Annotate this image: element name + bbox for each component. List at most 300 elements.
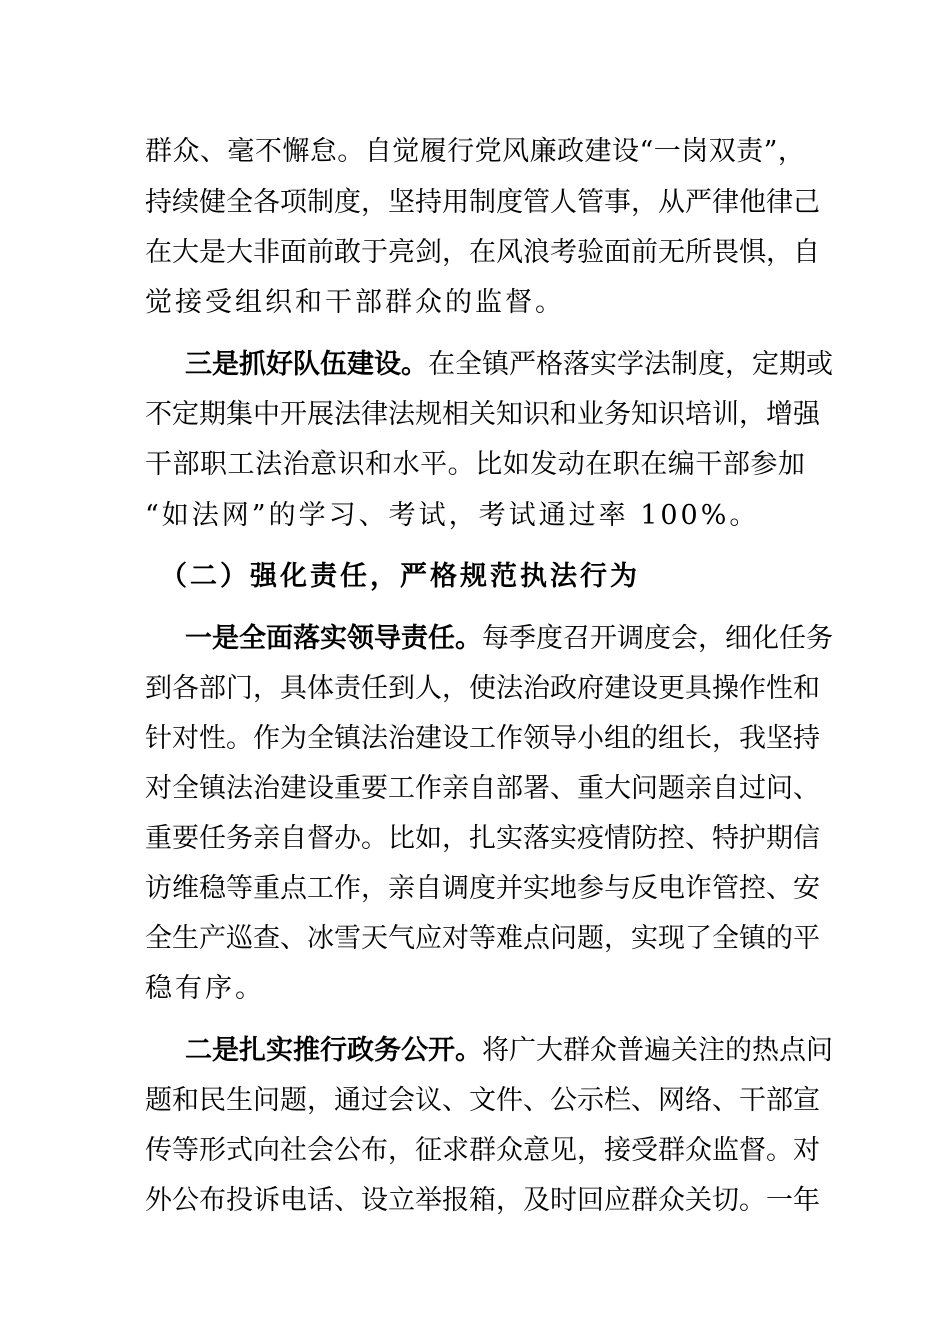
- text-char: 督: [307, 823, 334, 854]
- text-char: 实: [631, 923, 658, 954]
- text-char: 及: [523, 1185, 550, 1216]
- text-char: 健: [199, 187, 226, 218]
- text-char: 等: [226, 873, 253, 904]
- text-char: 求: [442, 1135, 469, 1166]
- text-line: [145, 972, 805, 1006]
- text-char: 非: [253, 237, 280, 268]
- text-char: ，: [361, 187, 388, 218]
- text-char: 扎: [469, 823, 496, 854]
- text-char: 题: [280, 1085, 307, 1116]
- text-char: 网: [658, 1085, 685, 1116]
- text-char: 在: [428, 349, 455, 380]
- text-char: 通: [334, 1085, 361, 1116]
- text-char: 雪: [334, 923, 361, 954]
- text-char: 电: [658, 873, 685, 904]
- text-char: 性: [199, 723, 226, 754]
- text-char: 重: [577, 773, 604, 804]
- text-char: 举: [415, 1185, 442, 1216]
- text-char: 他: [739, 187, 766, 218]
- text-char: 信: [793, 823, 820, 854]
- text-char: 识: [658, 399, 685, 430]
- text-char: 剑: [415, 237, 442, 268]
- text-char: 控: [739, 873, 766, 904]
- text-char: 设: [361, 1185, 388, 1216]
- text-char: 持: [793, 723, 820, 754]
- text-char: 更: [658, 673, 685, 704]
- text-char: 实: [590, 349, 617, 380]
- text-char: 会: [671, 623, 698, 654]
- text-char: 召: [563, 623, 590, 654]
- text-char: 作: [334, 873, 361, 904]
- text-char: 任: [361, 673, 388, 704]
- text-char: 、: [712, 1085, 739, 1116]
- text-char: 接: [604, 1135, 631, 1166]
- text-char: 比: [388, 823, 415, 854]
- text-char: 开: [280, 399, 307, 430]
- text-line: [145, 672, 820, 706]
- text-char: 在: [469, 237, 496, 268]
- text-char: ，: [442, 237, 469, 268]
- text-char: 要: [361, 773, 388, 804]
- text-char: 期: [766, 823, 793, 854]
- text-char: 设: [374, 349, 401, 380]
- line-text: “如法网”的学习、考试，考试通过率 100%。: [145, 500, 760, 531]
- text-char: 全: [145, 923, 172, 954]
- text-char: 比: [475, 449, 503, 480]
- text-char: 点: [523, 923, 550, 954]
- text-char: 应: [604, 1185, 631, 1216]
- text-char: 行: [320, 1035, 347, 1066]
- text-char: 期: [779, 349, 806, 380]
- text-line: [145, 135, 805, 169]
- text-line: [185, 1034, 833, 1068]
- section-heading: （二）强化责任，严格规范执法行为: [160, 561, 640, 592]
- text-char: 大: [172, 237, 199, 268]
- text-char: 中: [253, 399, 280, 430]
- text-char: 安: [793, 873, 820, 904]
- text-char: 大: [536, 1035, 563, 1066]
- text-char: 注: [698, 1035, 725, 1066]
- text-char: 细: [725, 623, 752, 654]
- text-char: 关: [671, 1035, 698, 1066]
- text-char: 工: [469, 723, 496, 754]
- text-char: 部: [766, 1085, 793, 1116]
- text-line: [145, 499, 805, 533]
- text-char: 群: [469, 1135, 496, 1166]
- text-char: 布: [361, 1135, 388, 1166]
- text-char: 二: [185, 1035, 212, 1066]
- text-char: 工: [227, 449, 255, 480]
- text-char: 具: [685, 673, 712, 704]
- text-char: 箱: [469, 1185, 496, 1216]
- text-char: 项: [280, 187, 307, 218]
- text-char: 小: [577, 723, 604, 754]
- text-char: 布: [199, 1185, 226, 1216]
- text-char: 规: [415, 399, 442, 430]
- text-char: 对: [442, 923, 469, 954]
- text-char: 部: [722, 449, 750, 480]
- text-char: 体: [307, 673, 334, 704]
- text-char: 、: [631, 1085, 658, 1116]
- text-char: 三: [185, 349, 212, 380]
- text-char: 一: [185, 623, 212, 654]
- text-char: 坚: [388, 187, 415, 218]
- text-char: 落: [563, 349, 590, 380]
- text-char: 会: [388, 1085, 415, 1116]
- text-char: 责: [736, 136, 764, 167]
- text-char: 展: [307, 399, 334, 430]
- text-char: 切: [712, 1185, 739, 1216]
- text-char: 监: [712, 1135, 739, 1166]
- text-char: 法: [361, 723, 388, 754]
- text-char: 实: [523, 873, 550, 904]
- text-char: 特: [712, 823, 739, 854]
- text-char: 风: [502, 136, 530, 167]
- text-char: 好: [266, 349, 293, 380]
- text-char: 是: [212, 349, 239, 380]
- text-char: 重: [145, 823, 172, 854]
- text-char: 见: [550, 1135, 577, 1166]
- text-line: [145, 722, 820, 756]
- text-char: 度: [469, 873, 496, 904]
- text-char: 、: [550, 773, 577, 804]
- text-char: 报: [442, 1185, 469, 1216]
- text-char: 考: [550, 237, 577, 268]
- text-char: 。: [226, 723, 253, 754]
- text-char: 冰: [307, 923, 334, 954]
- text-char: 问: [766, 773, 793, 804]
- text-char: 畏: [712, 237, 739, 268]
- text-char: 期: [199, 399, 226, 430]
- text-char: 事: [604, 187, 631, 218]
- text-char: 于: [361, 237, 388, 268]
- text-char: 民: [199, 1085, 226, 1116]
- text-char: 业: [577, 399, 604, 430]
- text-char: 人: [550, 187, 577, 218]
- text-char: 每: [482, 623, 509, 654]
- text-char: 自: [280, 823, 307, 854]
- text-line: [145, 922, 820, 956]
- text-char: 廉: [529, 136, 557, 167]
- text-char: 领: [523, 723, 550, 754]
- text-char: 任: [428, 623, 455, 654]
- text-char: 增: [766, 399, 793, 430]
- text-char: 惧: [739, 237, 766, 268]
- text-char: 件: [496, 1085, 523, 1116]
- text-char: 诉: [253, 1185, 280, 1216]
- text-char: 到: [388, 673, 415, 704]
- text-char: 众: [172, 136, 200, 167]
- text-char: 实: [320, 623, 347, 654]
- text-char: 治: [253, 773, 280, 804]
- text-char: 双: [708, 136, 736, 167]
- text-line: [145, 1134, 820, 1168]
- text-char: 格: [536, 349, 563, 380]
- text-char: 一: [653, 136, 681, 167]
- text-char: 动: [557, 449, 585, 480]
- text-char: 政: [550, 673, 577, 704]
- text-char: 重: [253, 873, 280, 904]
- text-char: 前: [631, 237, 658, 268]
- text-char: 性: [766, 673, 793, 704]
- text-char: 季: [509, 623, 536, 654]
- text-char: 署: [523, 773, 550, 804]
- text-char: 为: [280, 723, 307, 754]
- text-char: 公: [550, 1085, 577, 1116]
- text-char: 亲: [685, 773, 712, 804]
- text-char: 和: [550, 399, 577, 430]
- text-line: [145, 398, 820, 432]
- text-line: [145, 772, 820, 806]
- text-char: 管: [712, 873, 739, 904]
- text-char: 强: [793, 399, 820, 430]
- text-char: 门: [226, 673, 253, 704]
- text-char: 加: [777, 449, 805, 480]
- text-char: 、: [685, 823, 712, 854]
- text-char: 难: [496, 923, 523, 954]
- text-char: 意: [310, 449, 338, 480]
- text-char: 对: [172, 723, 199, 754]
- text-char: 热: [752, 1035, 779, 1066]
- text-char: 职: [200, 449, 228, 480]
- text-char: 是: [212, 623, 239, 654]
- text-char: ，: [442, 673, 469, 704]
- text-char: 群: [563, 1035, 590, 1066]
- text-char: 访: [145, 873, 172, 904]
- text-char: 式: [226, 1135, 253, 1166]
- text-char: 群: [631, 1185, 658, 1216]
- text-char: 巡: [226, 923, 253, 954]
- text-char: 律: [766, 187, 793, 218]
- text-char: 产: [199, 923, 226, 954]
- text-char: 气: [388, 923, 415, 954]
- text-char: 设: [631, 673, 658, 704]
- text-char: 、: [523, 1085, 550, 1116]
- text-char: 责: [401, 623, 428, 654]
- text-char: 反: [631, 873, 658, 904]
- text-char: 地: [550, 873, 577, 904]
- text-char: 、: [442, 1085, 469, 1116]
- text-line: [145, 872, 820, 906]
- text-char: 生: [226, 1085, 253, 1116]
- text-char: 络: [685, 1085, 712, 1116]
- text-char: 所: [685, 237, 712, 268]
- text-char: 、: [199, 136, 227, 167]
- text-char: 全: [172, 773, 199, 804]
- text-char: 各: [253, 187, 280, 218]
- text-char: 编: [667, 449, 695, 480]
- text-char: 全: [712, 923, 739, 954]
- text-char: 话: [307, 1185, 334, 1216]
- text-char: 相: [442, 399, 469, 430]
- text-char: 作: [415, 773, 442, 804]
- text-char: 控: [658, 823, 685, 854]
- text-char: 文: [469, 1085, 496, 1116]
- text-char: 关: [685, 1185, 712, 1216]
- text-char: 度: [698, 349, 725, 380]
- text-char: 实: [496, 823, 523, 854]
- text-char: 办: [334, 823, 361, 854]
- text-char: 法: [334, 399, 361, 430]
- text-char: 。: [447, 449, 475, 480]
- text-char: 政: [557, 136, 585, 167]
- text-char: 制: [671, 349, 698, 380]
- text-char: 与: [604, 873, 631, 904]
- text-char: 识: [337, 449, 365, 480]
- text-char: 。: [401, 349, 428, 380]
- text-char: 全: [239, 623, 266, 654]
- text-char: 开: [590, 623, 617, 654]
- text-char: 职: [612, 449, 640, 480]
- text-char: 平: [793, 923, 820, 954]
- text-char: 学: [617, 349, 644, 380]
- text-char: 的: [631, 723, 658, 754]
- text-char: 面: [280, 237, 307, 268]
- text-char: 大: [604, 773, 631, 804]
- text-char: 党: [474, 136, 502, 167]
- text-char: 亲: [442, 773, 469, 804]
- text-char: 要: [172, 823, 199, 854]
- text-char: 人: [415, 673, 442, 704]
- text-char: 镇: [482, 349, 509, 380]
- text-char: ，: [739, 399, 766, 430]
- text-char: 如: [502, 449, 530, 480]
- text-char: ，: [361, 873, 388, 904]
- text-char: ，: [712, 723, 739, 754]
- text-char: 制: [469, 187, 496, 218]
- text-char: 应: [415, 923, 442, 954]
- text-char: 干: [695, 449, 723, 480]
- text-char: ，: [577, 1135, 604, 1166]
- text-char: 度: [496, 187, 523, 218]
- text-char: 传: [145, 1135, 172, 1166]
- text-char: 开: [428, 1035, 455, 1066]
- text-char: 镇: [334, 723, 361, 754]
- text-char: 、: [334, 1185, 361, 1216]
- text-char: 自: [364, 136, 392, 167]
- text-char: 或: [806, 349, 833, 380]
- text-char: 题: [577, 923, 604, 954]
- text-char: 无: [658, 237, 685, 268]
- text-char: 治: [388, 723, 415, 754]
- text-line: [145, 236, 820, 270]
- line-text: 稳有序。: [145, 973, 265, 1004]
- text-line: [145, 448, 805, 482]
- text-char: 关: [469, 399, 496, 430]
- text-char: 众: [496, 1135, 523, 1166]
- text-char: 点: [779, 1035, 806, 1066]
- text-char: 重: [334, 773, 361, 804]
- text-char: 稳: [199, 873, 226, 904]
- text-char: 操: [712, 673, 739, 704]
- text-char: ”: [763, 136, 778, 167]
- text-char: 行: [447, 136, 475, 167]
- text-char: 全: [455, 349, 482, 380]
- text-char: 镇: [739, 923, 766, 954]
- text-char: 的: [766, 923, 793, 954]
- text-char: 平: [420, 449, 448, 480]
- text-char: 建: [347, 349, 374, 380]
- text-line: [145, 1184, 820, 1218]
- text-char: 受: [631, 1135, 658, 1166]
- text-char: 一: [766, 1185, 793, 1216]
- text-char: 定: [172, 399, 199, 430]
- text-char: 问: [806, 1035, 833, 1066]
- text-char: 自: [469, 773, 496, 804]
- text-line: [185, 348, 833, 382]
- text-char: 对: [145, 773, 172, 804]
- text-char: 过: [739, 773, 766, 804]
- text-char: 岗: [681, 136, 709, 167]
- text-char: 自: [712, 773, 739, 804]
- text-char: 外: [145, 1185, 172, 1216]
- text-char: 和: [365, 449, 393, 480]
- text-char: 知: [496, 399, 523, 430]
- text-char: 实: [266, 1035, 293, 1066]
- text-char: 前: [307, 237, 334, 268]
- text-char: 亲: [388, 873, 415, 904]
- text-char: 公: [334, 1135, 361, 1166]
- text-char: ，: [604, 923, 631, 954]
- text-char: 题: [145, 1085, 172, 1116]
- text-char: ，: [496, 1185, 523, 1216]
- text-char: 生: [172, 923, 199, 954]
- text-char: 领: [347, 623, 374, 654]
- text-char: ，: [631, 187, 658, 218]
- text-char: 对: [793, 1135, 820, 1166]
- text-char: 发: [530, 449, 558, 480]
- text-char: 广: [509, 1035, 536, 1066]
- text-char: 意: [523, 1135, 550, 1166]
- text-char: 落: [523, 823, 550, 854]
- text-char: 作: [739, 673, 766, 704]
- text-char: 督: [739, 1135, 766, 1166]
- text-char: 持: [145, 187, 172, 218]
- text-char: 公: [172, 1185, 199, 1216]
- text-char: 严: [509, 349, 536, 380]
- text-char: 严: [685, 187, 712, 218]
- text-char: 了: [685, 923, 712, 954]
- text-char: 在: [585, 449, 613, 480]
- text-char: 自: [415, 873, 442, 904]
- text-char: 从: [658, 187, 685, 218]
- text-char: 大: [226, 237, 253, 268]
- text-char: 众: [658, 1185, 685, 1216]
- text-char: 浪: [523, 237, 550, 268]
- text-char: 现: [658, 923, 685, 954]
- text-char: 责: [334, 673, 361, 704]
- text-char: 宣: [793, 1085, 820, 1116]
- text-char: 推: [293, 1035, 320, 1066]
- text-char: 组: [604, 723, 631, 754]
- text-char: 、: [793, 773, 820, 804]
- text-char: 我: [739, 723, 766, 754]
- text-char: 镇: [199, 773, 226, 804]
- text-char: 问: [253, 1085, 280, 1116]
- text-line: [145, 1084, 820, 1118]
- text-char: 度: [644, 623, 671, 654]
- text-char: 电: [280, 1185, 307, 1216]
- text-char: 过: [361, 1085, 388, 1116]
- text-char: 抓: [239, 349, 266, 380]
- text-char: 公: [401, 1035, 428, 1066]
- text-char: 问: [631, 773, 658, 804]
- text-char: 验: [577, 237, 604, 268]
- text-char: 点: [280, 873, 307, 904]
- text-char: 不: [145, 399, 172, 430]
- text-char: 实: [550, 823, 577, 854]
- text-char: 务: [374, 1035, 401, 1066]
